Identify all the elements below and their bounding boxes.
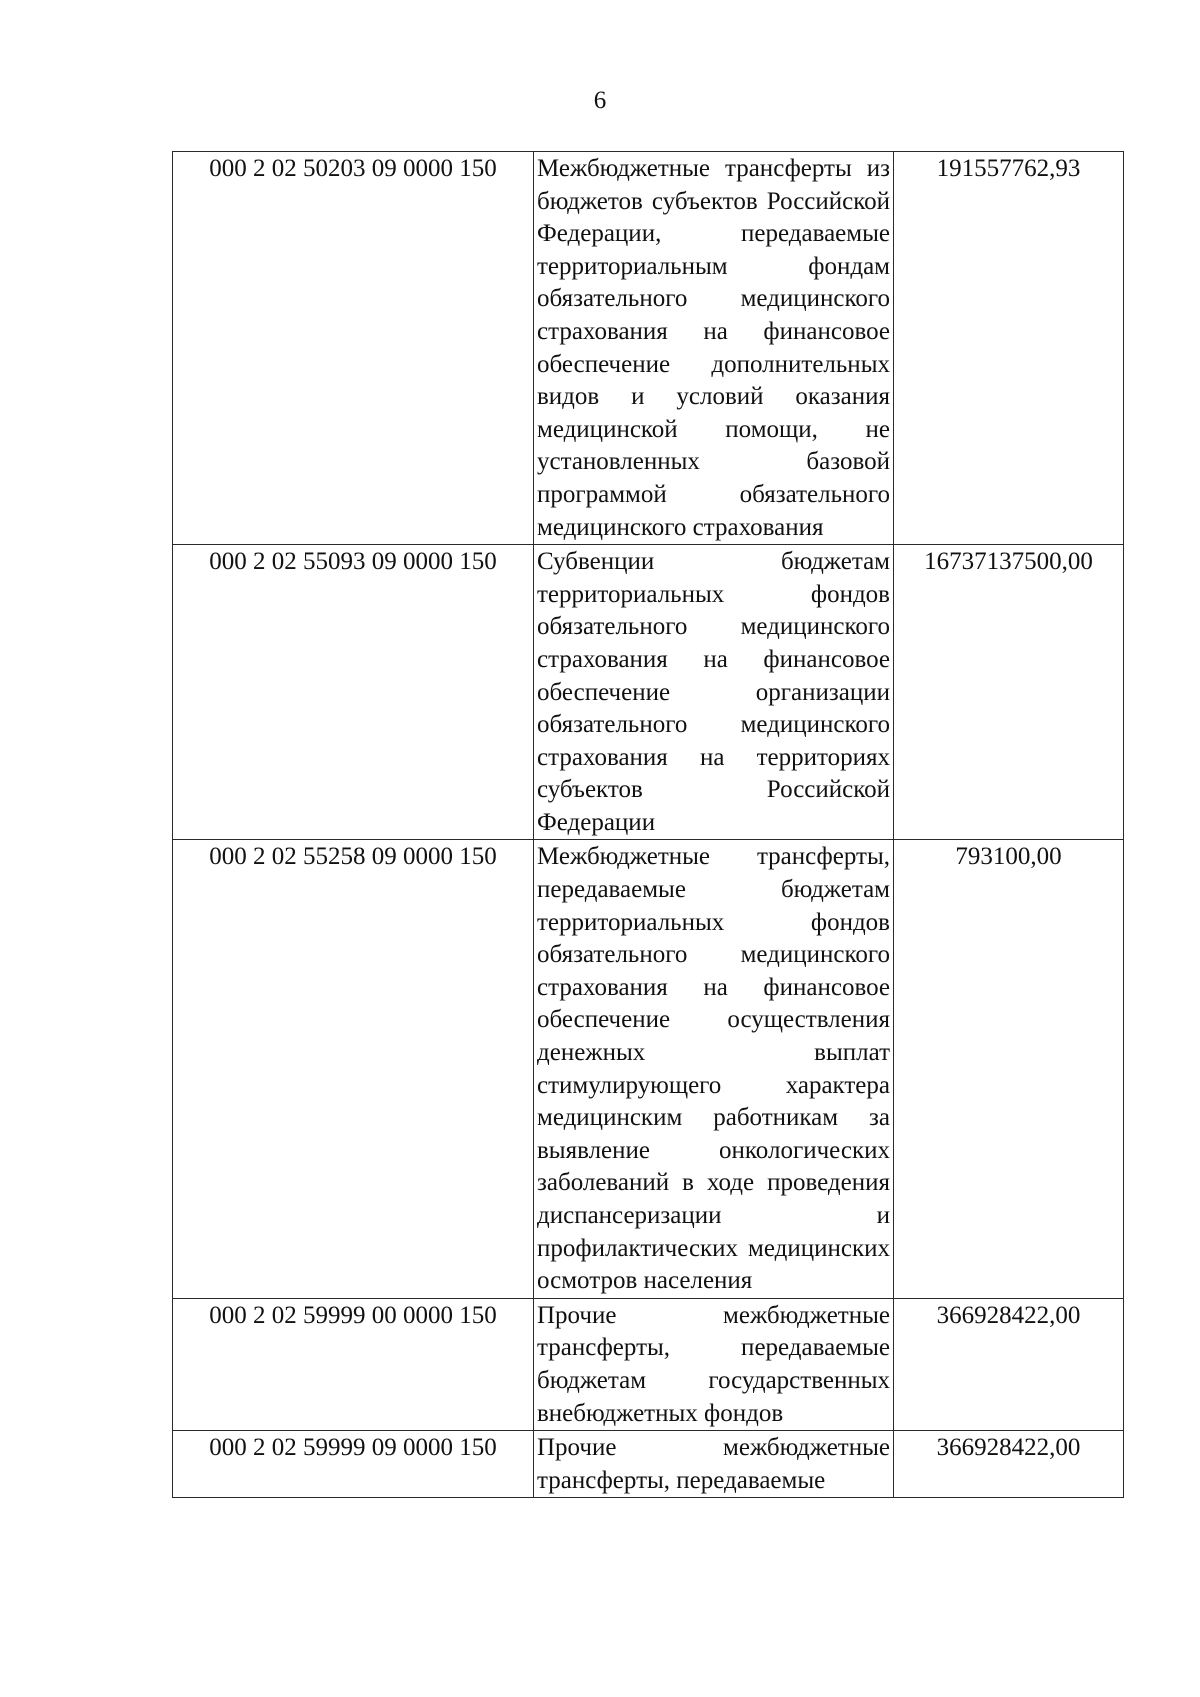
page-number: 6 (593, 87, 607, 114)
budget-code-cell: 000 2 02 59999 00 0000 150 (173, 1298, 534, 1430)
description-cell (534, 1431, 894, 1498)
table-row (173, 1431, 1124, 1498)
table-row (173, 152, 1124, 545)
table-row (173, 1298, 1124, 1430)
table-row (173, 545, 1124, 840)
budget-code-cell: 000 2 02 55258 09 0000 150 (173, 840, 534, 1298)
description-cell: Межбюджетные трансферты из бюджетов субъектов Российской Федерации, передаваемые территориальным фондам обязательного медицинского страхования на финансовое обеспечение дополнительных видов и условий оказания медицинской помощи, не установленных базовой программой обязательного медицинского страхования (534, 152, 894, 545)
amount-cell: 16737137500,00 (894, 545, 1124, 840)
description-cell: Прочие межбюджетные трансферты, передаваемые бюджетам государственных внебюджетных фондов (534, 1298, 894, 1430)
amount-cell: 191557762,93 (894, 152, 1124, 545)
description-cell: Субвенции бюджетам территориальных фондов обязательного медицинского страхования на финансовое обеспечение организации обязательного медицинского страхования на территориях субъектов Российской Федерации (534, 545, 894, 840)
budget-code-cell: 000 2 02 59999 09 0000 150 (173, 1431, 534, 1498)
budget-revenue-table (172, 151, 1124, 1498)
budget-code-cell: 000 2 02 55093 09 0000 150 (173, 545, 534, 840)
amount-cell: 366928422,00 (894, 1298, 1124, 1430)
amount-cell: 366928422,00 (894, 1431, 1124, 1498)
amount-cell: 793100,00 (894, 840, 1124, 1298)
description-cell: Межбюджетные трансферты, передаваемые бюджетам территориальных фондов обязательного медицинского страхования на финансовое обеспечение осуществления денежных выплат стимулирующего характера медицинским работникам за выявление онкологических заболеваний в ходе проведения диспансеризации и профилактических медицинских осмотров населения (534, 840, 894, 1298)
description-text: Прочие межбюджетные трансферты, передаваемые (537, 1434, 890, 1494)
table-row (173, 840, 1124, 1298)
budget-code-cell: 000 2 02 50203 09 0000 150 (173, 152, 534, 545)
